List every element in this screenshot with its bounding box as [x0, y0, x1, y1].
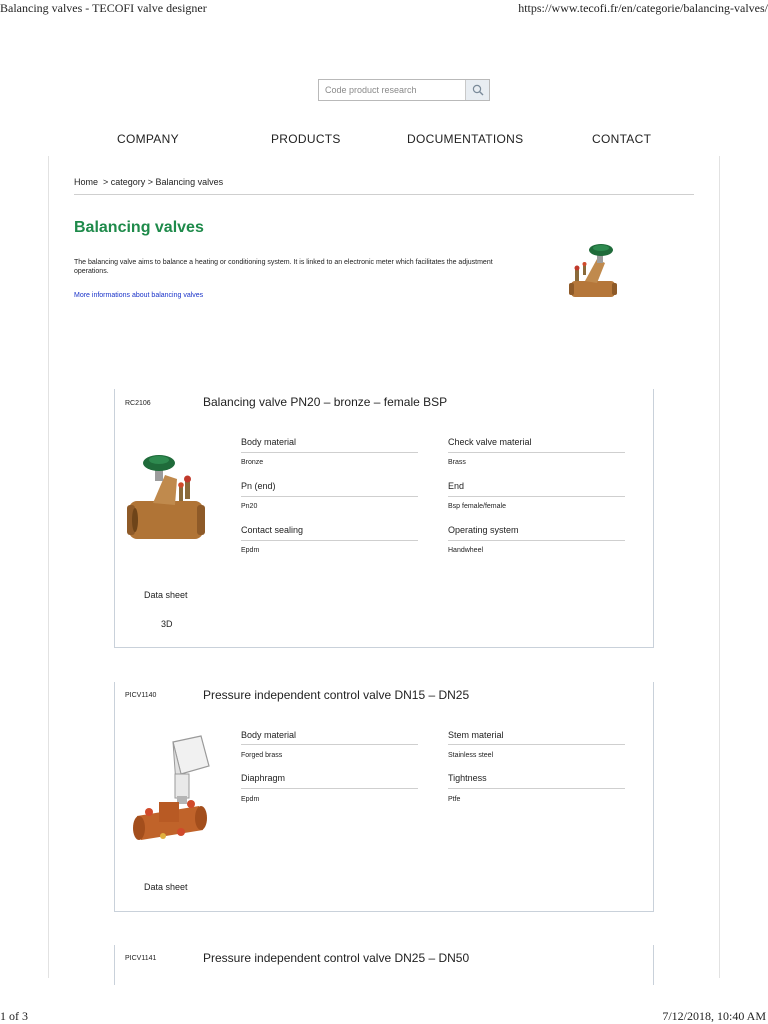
spec-divider [241, 744, 418, 745]
3d-link[interactable]: 3D [161, 619, 173, 629]
browser-url[interactable]: https://www.tecofi.fr/en/categorie/balancing-valves/ [518, 1, 768, 15]
product-title[interactable]: Balancing valve PN20 – bronze – female BSP [203, 395, 448, 409]
spec-value: Bsp female/female [448, 503, 506, 510]
product-code: PICV1140 [125, 692, 157, 699]
spec-label: Check valve material [448, 437, 532, 447]
spec-label: Diaphragm [241, 773, 286, 783]
product-title[interactable]: Pressure independent control valve DN25 – DN50 [203, 951, 470, 965]
spec-label: Tightness [448, 773, 487, 783]
spec-divider [448, 540, 625, 541]
page-counter: 1 of 3 [0, 1009, 28, 1023]
product-code: PICV1141 [125, 955, 157, 962]
product-card [114, 389, 654, 648]
search-box [318, 79, 490, 101]
spec-value: Pn20 [241, 503, 258, 510]
data-sheet-link[interactable]: Data sheet [144, 882, 188, 892]
search-icon [472, 84, 484, 96]
nav-products[interactable]: PRODUCTS [271, 132, 341, 146]
spec-divider [448, 788, 625, 789]
product-code: RC2106 [125, 400, 151, 407]
spec-divider [241, 496, 418, 497]
spec-value: Bronze [241, 459, 264, 466]
more-info-link[interactable]: More informations about balancing valves [74, 292, 204, 299]
spec-value: Epdm [241, 796, 260, 803]
spec-value: Ptfe [448, 796, 461, 803]
product-card [114, 682, 654, 912]
product-image-balancing-valve[interactable] [125, 451, 207, 543]
search-button[interactable] [465, 80, 489, 100]
spec-value: Brass [448, 459, 466, 466]
spec-divider [448, 744, 625, 745]
spec-divider [448, 496, 625, 497]
page-title: Balancing valves [74, 219, 204, 236]
breadcrumb[interactable]: Home > category > Balancing valves [74, 177, 224, 187]
nav-contact[interactable]: CONTACT [592, 132, 652, 146]
category-valve-image [563, 241, 621, 301]
spec-label: End [448, 481, 465, 491]
nav-documentations[interactable]: DOCUMENTATIONS [407, 132, 524, 146]
browser-page-title: Balancing valves - TECOFI valve designer [0, 1, 207, 15]
spec-value: Handwheel [448, 547, 484, 554]
product-card [114, 945, 654, 985]
spec-label: Operating system [448, 525, 519, 535]
content-frame-right [719, 156, 720, 978]
product-title[interactable]: Pressure independent control valve DN15 – DN25 [203, 688, 470, 702]
category-description: The balancing valve aims to balance a heating or conditioning system. It is linked to an electronic meter which facilitates the adjustment operations. [74, 259, 493, 275]
data-sheet-link[interactable]: Data sheet [144, 590, 188, 600]
spec-label: Body material [241, 730, 297, 740]
spec-value: Forged brass [241, 752, 283, 759]
spec-label: Pn (end) [241, 481, 276, 491]
breadcrumb-divider [74, 194, 694, 195]
spec-label: Contact sealing [241, 525, 304, 535]
spec-divider [241, 452, 418, 453]
spec-value: Stainless steel [448, 752, 494, 759]
spec-label: Stem material [448, 730, 504, 740]
nav-company[interactable]: COMPANY [117, 132, 179, 146]
spec-divider [448, 452, 625, 453]
content-frame-left [48, 156, 49, 978]
search-input[interactable] [319, 80, 467, 100]
print-timestamp: 7/12/2018, 10:40 AM [662, 1009, 766, 1023]
spec-divider [241, 788, 418, 789]
product-image-picv[interactable] [129, 732, 215, 850]
spec-label: Body material [241, 437, 297, 447]
spec-value: Epdm [241, 547, 260, 554]
spec-divider [241, 540, 418, 541]
